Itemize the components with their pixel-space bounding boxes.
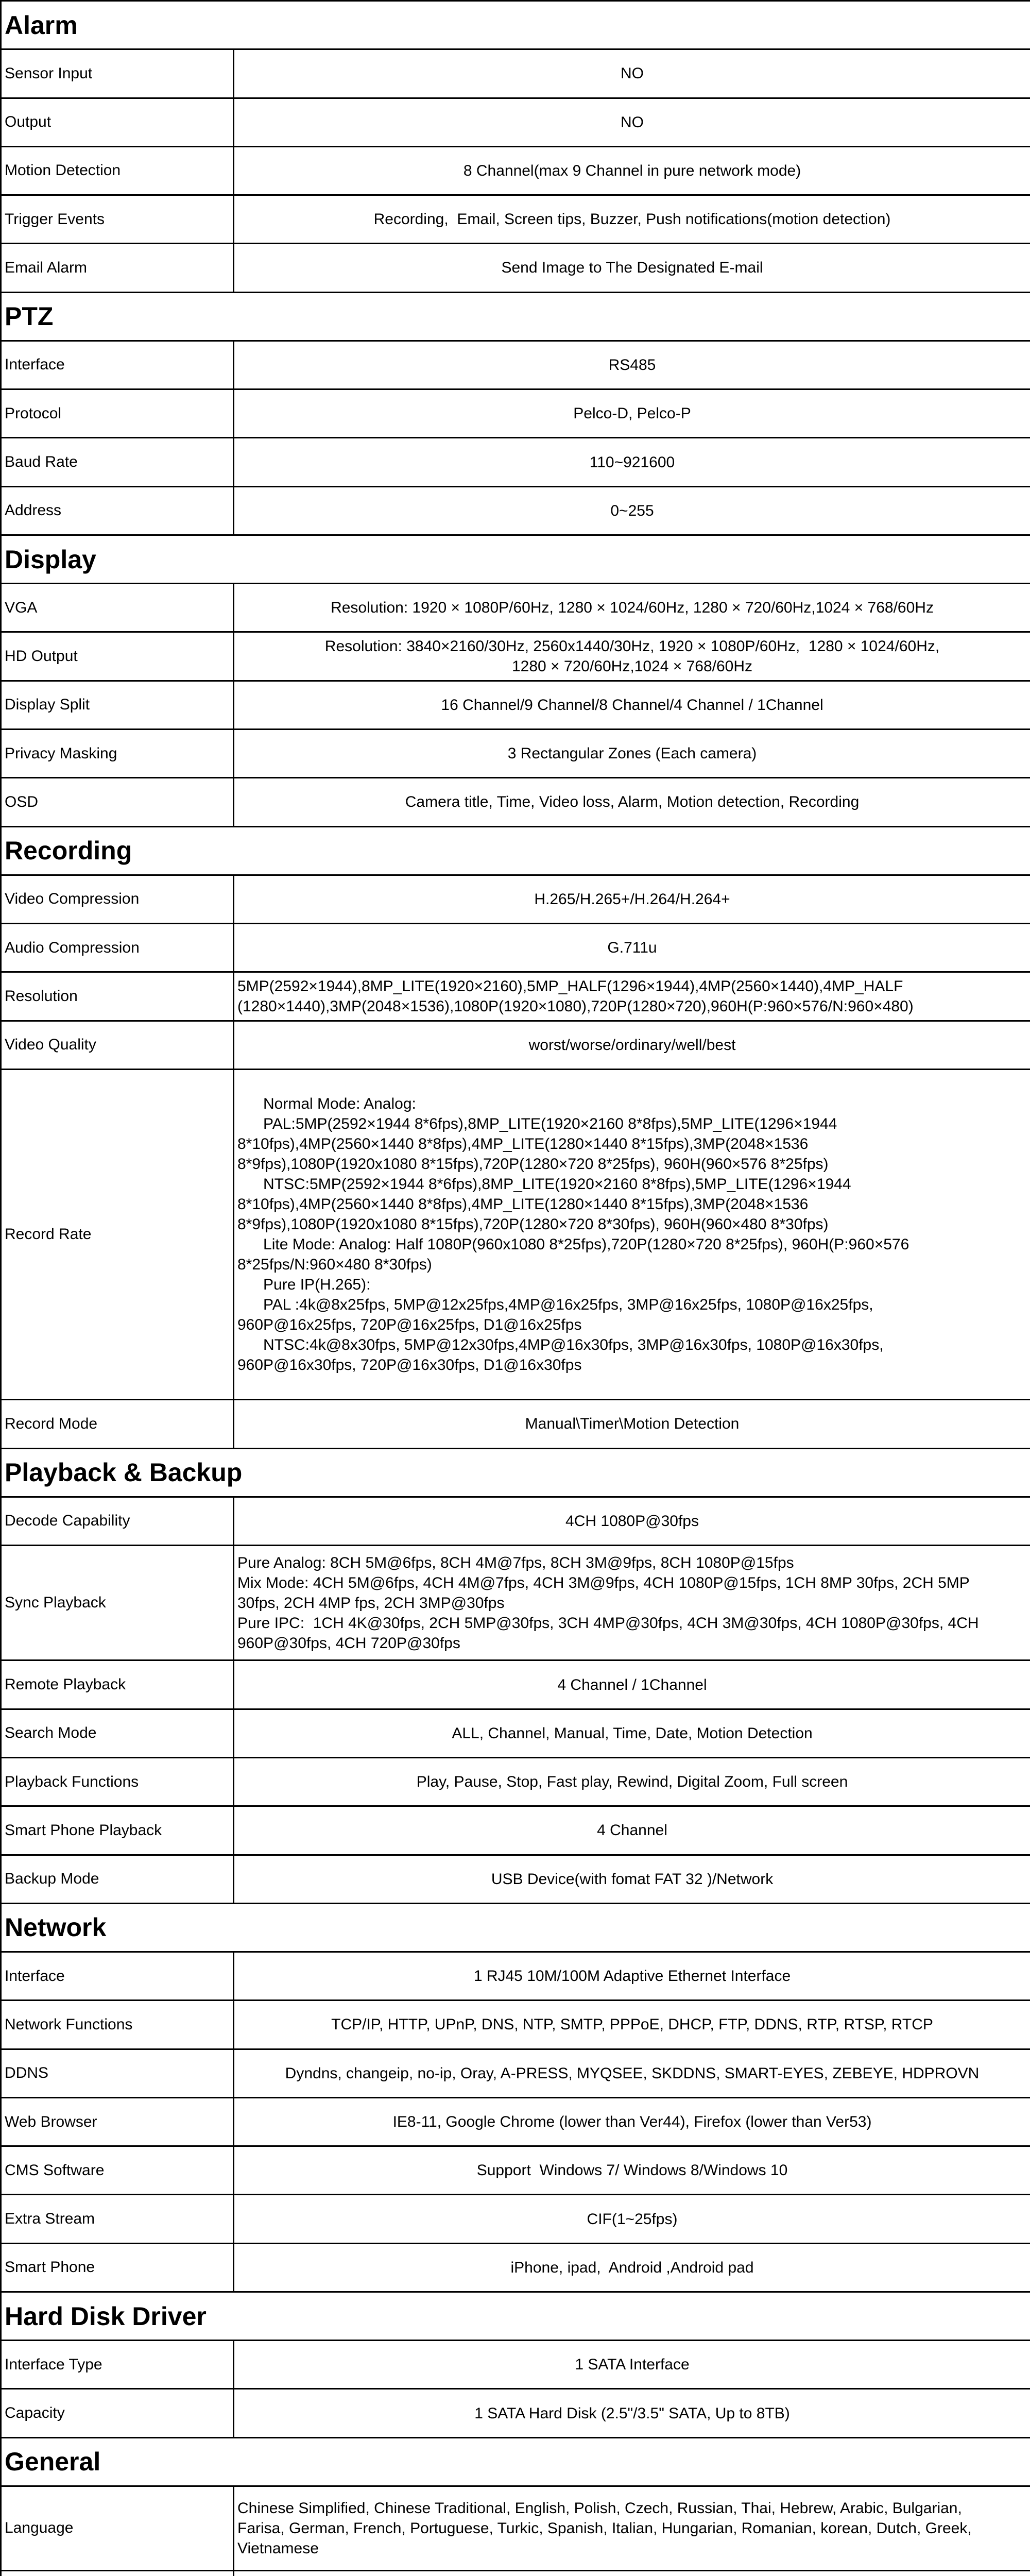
section-header: [1, 1, 1030, 49]
spec-value: Recording, Email, Screen tips, Buzzer, Push notifications(motion detection): [373, 211, 891, 228]
spec-value-cell: [234, 632, 1030, 681]
section-header: [1, 2437, 1030, 2486]
spec-row: [1, 2341, 1030, 2389]
spec-value: Camera title, Time, Video loss, Alarm, Motion detection, Recording: [405, 793, 860, 811]
spec-label: Email Alarm: [1, 244, 234, 292]
spec-value: USB Device(with fomat FAT 32 )/Network: [491, 1870, 774, 1888]
spec-row: [1, 1758, 1030, 1806]
spec-value-cell: [234, 1660, 1030, 1709]
spec-value-cell: [234, 146, 1030, 195]
spec-row: [1, 2486, 1030, 2571]
spec-value: 4 Channel / 1Channel: [557, 1676, 707, 1693]
spec-row: [1, 2097, 1030, 2146]
spec-row: [1, 1400, 1030, 1448]
spec-value-cell: [234, 2243, 1030, 2292]
spec-value-cell: [234, 2001, 1030, 2049]
spec-value: 110~921600: [589, 453, 675, 471]
spec-label: [1, 2570, 234, 2576]
spec-row: [1, 681, 1030, 729]
spec-value-cell: [234, 729, 1030, 777]
spec-label: Record Mode: [1, 1400, 234, 1448]
spec-value: 1 RJ45 10M/100M Adaptive Ethernet Interface: [473, 1968, 791, 1985]
spec-label: Motion Detection: [1, 146, 234, 195]
spec-row: [1, 1660, 1030, 1709]
spec-value-cell: [234, 681, 1030, 729]
section-title: General: [1, 2437, 1030, 2486]
spec-value: Support Windows 7/ Windows 8/Windows 10: [476, 2162, 788, 2179]
spec-value-cell: [234, 924, 1030, 972]
spec-value: 1 SATA Interface: [575, 2356, 690, 2374]
spec-row: [1, 146, 1030, 195]
spec-value: 8 Channel(max 9 Channel in pure network mode): [463, 162, 801, 179]
spec-label: Display Split: [1, 681, 234, 729]
spec-label: DDNS: [1, 2049, 234, 2097]
spec-row: [1, 2243, 1030, 2292]
spec-row: [1, 2570, 1030, 2576]
spec-value: 4CH 1080P@30fps: [565, 1512, 699, 1530]
spec-row: [1, 195, 1030, 244]
spec-row: [1, 778, 1030, 826]
spec-value: Resolution: 1920 × 1080P/60Hz, 1280 × 1024/60Hz, 1280 × 720/60Hz,1024 × 768/60Hz: [331, 599, 934, 617]
spec-row: [1, 2195, 1030, 2243]
spec-value-cell: [234, 1709, 1030, 1757]
spec-value: Play, Pause, Stop, Fast play, Rewind, Digital Zoom, Full screen: [416, 1773, 848, 1791]
spec-value-cell: [234, 341, 1030, 389]
spec-value-cell: [234, 2195, 1030, 2243]
spec-value-cell: [234, 1806, 1030, 1855]
spec-label: Decode Capability: [1, 1497, 234, 1545]
spec-row: [1, 2001, 1030, 2049]
spec-label: Resolution: [1, 972, 234, 1021]
spec-label: Search Mode: [1, 1709, 234, 1757]
spec-value: G.711u: [607, 939, 657, 957]
spec-value: Pelco-D, Pelco-P: [573, 405, 691, 422]
spec-value-cell: [234, 389, 1030, 438]
spec-label: Interface Type: [1, 2341, 234, 2389]
spec-label: Playback Functions: [1, 1758, 234, 1806]
spec-label: Backup Mode: [1, 1855, 234, 1903]
spec-value: CIF(1~25fps): [587, 2210, 678, 2228]
section-title: Display: [1, 535, 1030, 583]
spec-row: [1, 1021, 1030, 1069]
spec-row: [1, 1497, 1030, 1545]
spec-value-cell: [234, 2146, 1030, 2195]
spec-label: Protocol: [1, 389, 234, 438]
spec-value-cell: [234, 2389, 1030, 2437]
spec-value: iPhone, ipad, Android ,Android pad: [510, 2259, 754, 2276]
spec-value: NO: [621, 65, 644, 82]
spec-label: Language: [1, 2486, 234, 2571]
section-header: [1, 1903, 1030, 1952]
spec-value: Pure Analog: 8CH 5M@6fps, 8CH 4M@7fps, 8CH 3M@9fps, 8CH 1080P@15fps Mix Mode: 4CH 5M@6fps, 4CH 4M@7fps, 4CH 3M@9fps, 4CH 1080P@15fps, 1CH 8MP 30fps, 2CH 5MP 30fps, 2CH 4MP fps, 2CH 3MP@30fps Pure IPC: 1CH 4K@30fps, 2CH 5MP@30fps, 3CH 4MP@30fps, 4CH 3M@30fps, 4CH 1080P@30fps, 4CH 960P@30fps, 4CH 720P@30fps: [237, 1554, 979, 1652]
spec-value: 3 Rectangular Zones (Each camera): [507, 745, 757, 762]
spec-value: Dyndns, changeip, no-ip, Oray, A-PRESS, MYQSEE, SKDDNS, SMART-EYES, ZEBEYE, HDPROVN: [285, 2064, 980, 2082]
spec-value: 16 Channel/9 Channel/8 Channel/4 Channel / 1Channel: [441, 696, 823, 714]
section-title: Alarm: [1, 1, 1030, 49]
spec-value: 4 Channel: [597, 1822, 667, 1839]
spec-row: [1, 584, 1030, 632]
spec-value-cell: [234, 1546, 1030, 1660]
spec-value: TCP/IP, HTTP, UPnP, DNS, NTP, SMTP, PPPoE, DHCP, FTP, DDNS, RTP, RTSP, RTCP: [331, 2016, 933, 2033]
spec-label: HD Output: [1, 632, 234, 681]
spec-label: Video Quality: [1, 1021, 234, 1069]
spec-value-cell: [234, 778, 1030, 826]
section-header: [1, 2292, 1030, 2340]
spec-label: Interface: [1, 1952, 234, 2001]
spec-value: ALL, Channel, Manual, Time, Date, Motion Detection: [452, 1724, 813, 1742]
spec-value: NO: [621, 113, 644, 131]
spec-row: [1, 1546, 1030, 1660]
spec-label: CMS Software: [1, 2146, 234, 2195]
spec-value: Normal Mode: Analog: PAL:5MP(2592×1944 8*6fps),8MP_LITE(1920×2160 8*8fps),5MP_LITE(1296×1944 8*10fps),4MP(2560×1440 8*8fps),4MP_LITE(1280×1440 8*15fps),3MP(2048×1536 8*9fps),1080P(1920x1080 8*15fps),720P(1280×720 8*25fps), 960H(960×576 8*25fps) NTSC:5MP(2592×1944 8*6fps),8MP_LITE(1920×2160 8*8fps),5MP_LITE(1296×1944 8*10fps),4MP(2560×1440 8*8fps),4MP_LITE(1280×1440 8*15fps),3MP(2048×1536 8*9fps),1080P(1920x1080 8*15fps),720P(1280×720 8*30fps), 960H(960×480 8*30fps) Lite Mode: Analog: Half 1080P(960x1080 8*25fps),720P(1280×720 8*25fps), 960H(P:960×576 8*25fps/N:960×480 8*30fps) Pure IP(H.265): PAL :4k@8x25fps, 5MP@12x25fps,4MP@16x25fps, 3MP@16x25fps, 1080P@16x25fps, 960P@16x25fps, 720P@16x25fps, D1@16x25fps NTSC:4k@8x30fps, 5MP@12x30fps,4MP@16x30fps, 3MP@16x30fps, 1080P@16x30fps, 960P@16x30fps, 720P@16x30fps, D1@16x30fps: [237, 1095, 909, 1374]
spec-label: Interface: [1, 341, 234, 389]
spec-row: [1, 875, 1030, 923]
spec-value: 0~255: [610, 502, 654, 519]
section-header: [1, 826, 1030, 875]
spec-label: Record Rate: [1, 1069, 234, 1399]
spec-value: Chinese Simplified, Chinese Traditional, English, Polish, Czech, Russian, Thai, Hebrew, Arabic, Bulgarian, Farisa, German, French, Portuguese, Turkic, Spanish, Italian, Hungarian, Romanian, korean, Dutch, Greek, Vietnamese: [237, 2499, 972, 2557]
spec-row: [1, 244, 1030, 292]
spec-value: Resolution: 3840×2160/30Hz, 2560x1440/30Hz, 1920 × 1080P/60Hz, 1280 × 1024/60Hz, 1280 × 720/60Hz,1024 × 768/60Hz: [324, 638, 940, 675]
spec-value-cell: [234, 1497, 1030, 1545]
spec-value: 1 SATA Hard Disk (2.5"/3.5" SATA, Up to 8TB): [474, 2404, 790, 2422]
spec-row: [1, 1855, 1030, 1903]
spec-value-cell: [234, 1758, 1030, 1806]
spec-label: Address: [1, 486, 234, 535]
spec-label: Privacy Masking: [1, 729, 234, 777]
spec-label: Smart Phone Playback: [1, 1806, 234, 1855]
spec-label: Audio Compression: [1, 924, 234, 972]
spec-value: 5MP(2592×1944),8MP_LITE(1920×2160),5MP_HALF(1296×1944),4MP(2560×1440),4MP_HALF (1280×1440),3MP(2048×1536),1080P(1920×1080),720P(1280×720),960H(P:960×576/N:960×480): [237, 977, 914, 1015]
spec-label: Web Browser: [1, 2097, 234, 2146]
spec-row: [1, 1069, 1030, 1399]
spec-value: RS485: [608, 356, 656, 374]
section-title: PTZ: [1, 292, 1030, 341]
spec-value-cell: [234, 2486, 1030, 2571]
spec-label: Smart Phone: [1, 2243, 234, 2292]
spec-value: worst/worse/ordinary/well/best: [528, 1036, 736, 1054]
spec-row: [1, 632, 1030, 681]
spec-row: [1, 438, 1030, 486]
spec-row: [1, 341, 1030, 389]
spec-value-cell: [234, 584, 1030, 632]
spec-row: [1, 2049, 1030, 2097]
spec-row: [1, 49, 1030, 98]
spec-value-cell: [234, 972, 1030, 1021]
spec-label: Video Compression: [1, 875, 234, 923]
spec-row: [1, 1952, 1030, 2001]
spec-label: Capacity: [1, 2389, 234, 2437]
section-title: Recording: [1, 826, 1030, 875]
spec-value-cell: [234, 486, 1030, 535]
spec-value-cell: [234, 2570, 1030, 2576]
spec-label: Sensor Input: [1, 49, 234, 98]
spec-value-cell: [234, 2341, 1030, 2389]
spec-value-cell: [234, 1021, 1030, 1069]
spec-label: Baud Rate: [1, 438, 234, 486]
spec-table-body: [1, 1, 1030, 2576]
spec-value-cell: [234, 438, 1030, 486]
spec-row: [1, 924, 1030, 972]
spec-value-cell: [234, 195, 1030, 244]
spec-row: [1, 1709, 1030, 1757]
spec-value: Manual\Timer\Motion Detection: [525, 1415, 740, 1433]
spec-label: Output: [1, 98, 234, 146]
spec-value-cell: [234, 98, 1030, 146]
spec-row: [1, 972, 1030, 1021]
section-title: Playback & Backup: [1, 1448, 1030, 1497]
spec-value-cell: [234, 1952, 1030, 2001]
spec-row: [1, 486, 1030, 535]
spec-label: Network Functions: [1, 2001, 234, 2049]
spec-label: VGA: [1, 584, 234, 632]
spec-value-cell: [234, 1855, 1030, 1903]
spec-value-cell: [234, 875, 1030, 923]
section-header: [1, 1448, 1030, 1497]
spec-value-cell: [234, 244, 1030, 292]
spec-value: Send Image to The Designated E-mail: [501, 259, 763, 277]
section-header: [1, 292, 1030, 341]
spec-value-cell: [234, 2049, 1030, 2097]
spec-value-cell: [234, 49, 1030, 98]
spec-label: OSD: [1, 778, 234, 826]
spec-label: Trigger Events: [1, 195, 234, 244]
spec-label: Sync Playback: [1, 1546, 234, 1660]
spec-value-cell: [234, 1400, 1030, 1448]
section-title: Hard Disk Driver: [1, 2292, 1030, 2340]
spec-value: IE8-11, Google Chrome (lower than Ver44), Firefox (lower than Ver53): [392, 2113, 872, 2130]
spec-row: [1, 2146, 1030, 2195]
spec-row: [1, 729, 1030, 777]
spec-value: H.265/H.265+/H.264/H.264+: [534, 890, 730, 908]
spec-label: Extra Stream: [1, 2195, 234, 2243]
section-header: [1, 535, 1030, 583]
spec-row: [1, 389, 1030, 438]
spec-label: Remote Playback: [1, 1660, 234, 1709]
spec-row: [1, 2389, 1030, 2437]
spec-value-cell: [234, 2097, 1030, 2146]
section-title: Network: [1, 1903, 1030, 1952]
spec-value-cell: [234, 1069, 1030, 1399]
spec-row: [1, 1806, 1030, 1855]
spec-row: [1, 98, 1030, 146]
